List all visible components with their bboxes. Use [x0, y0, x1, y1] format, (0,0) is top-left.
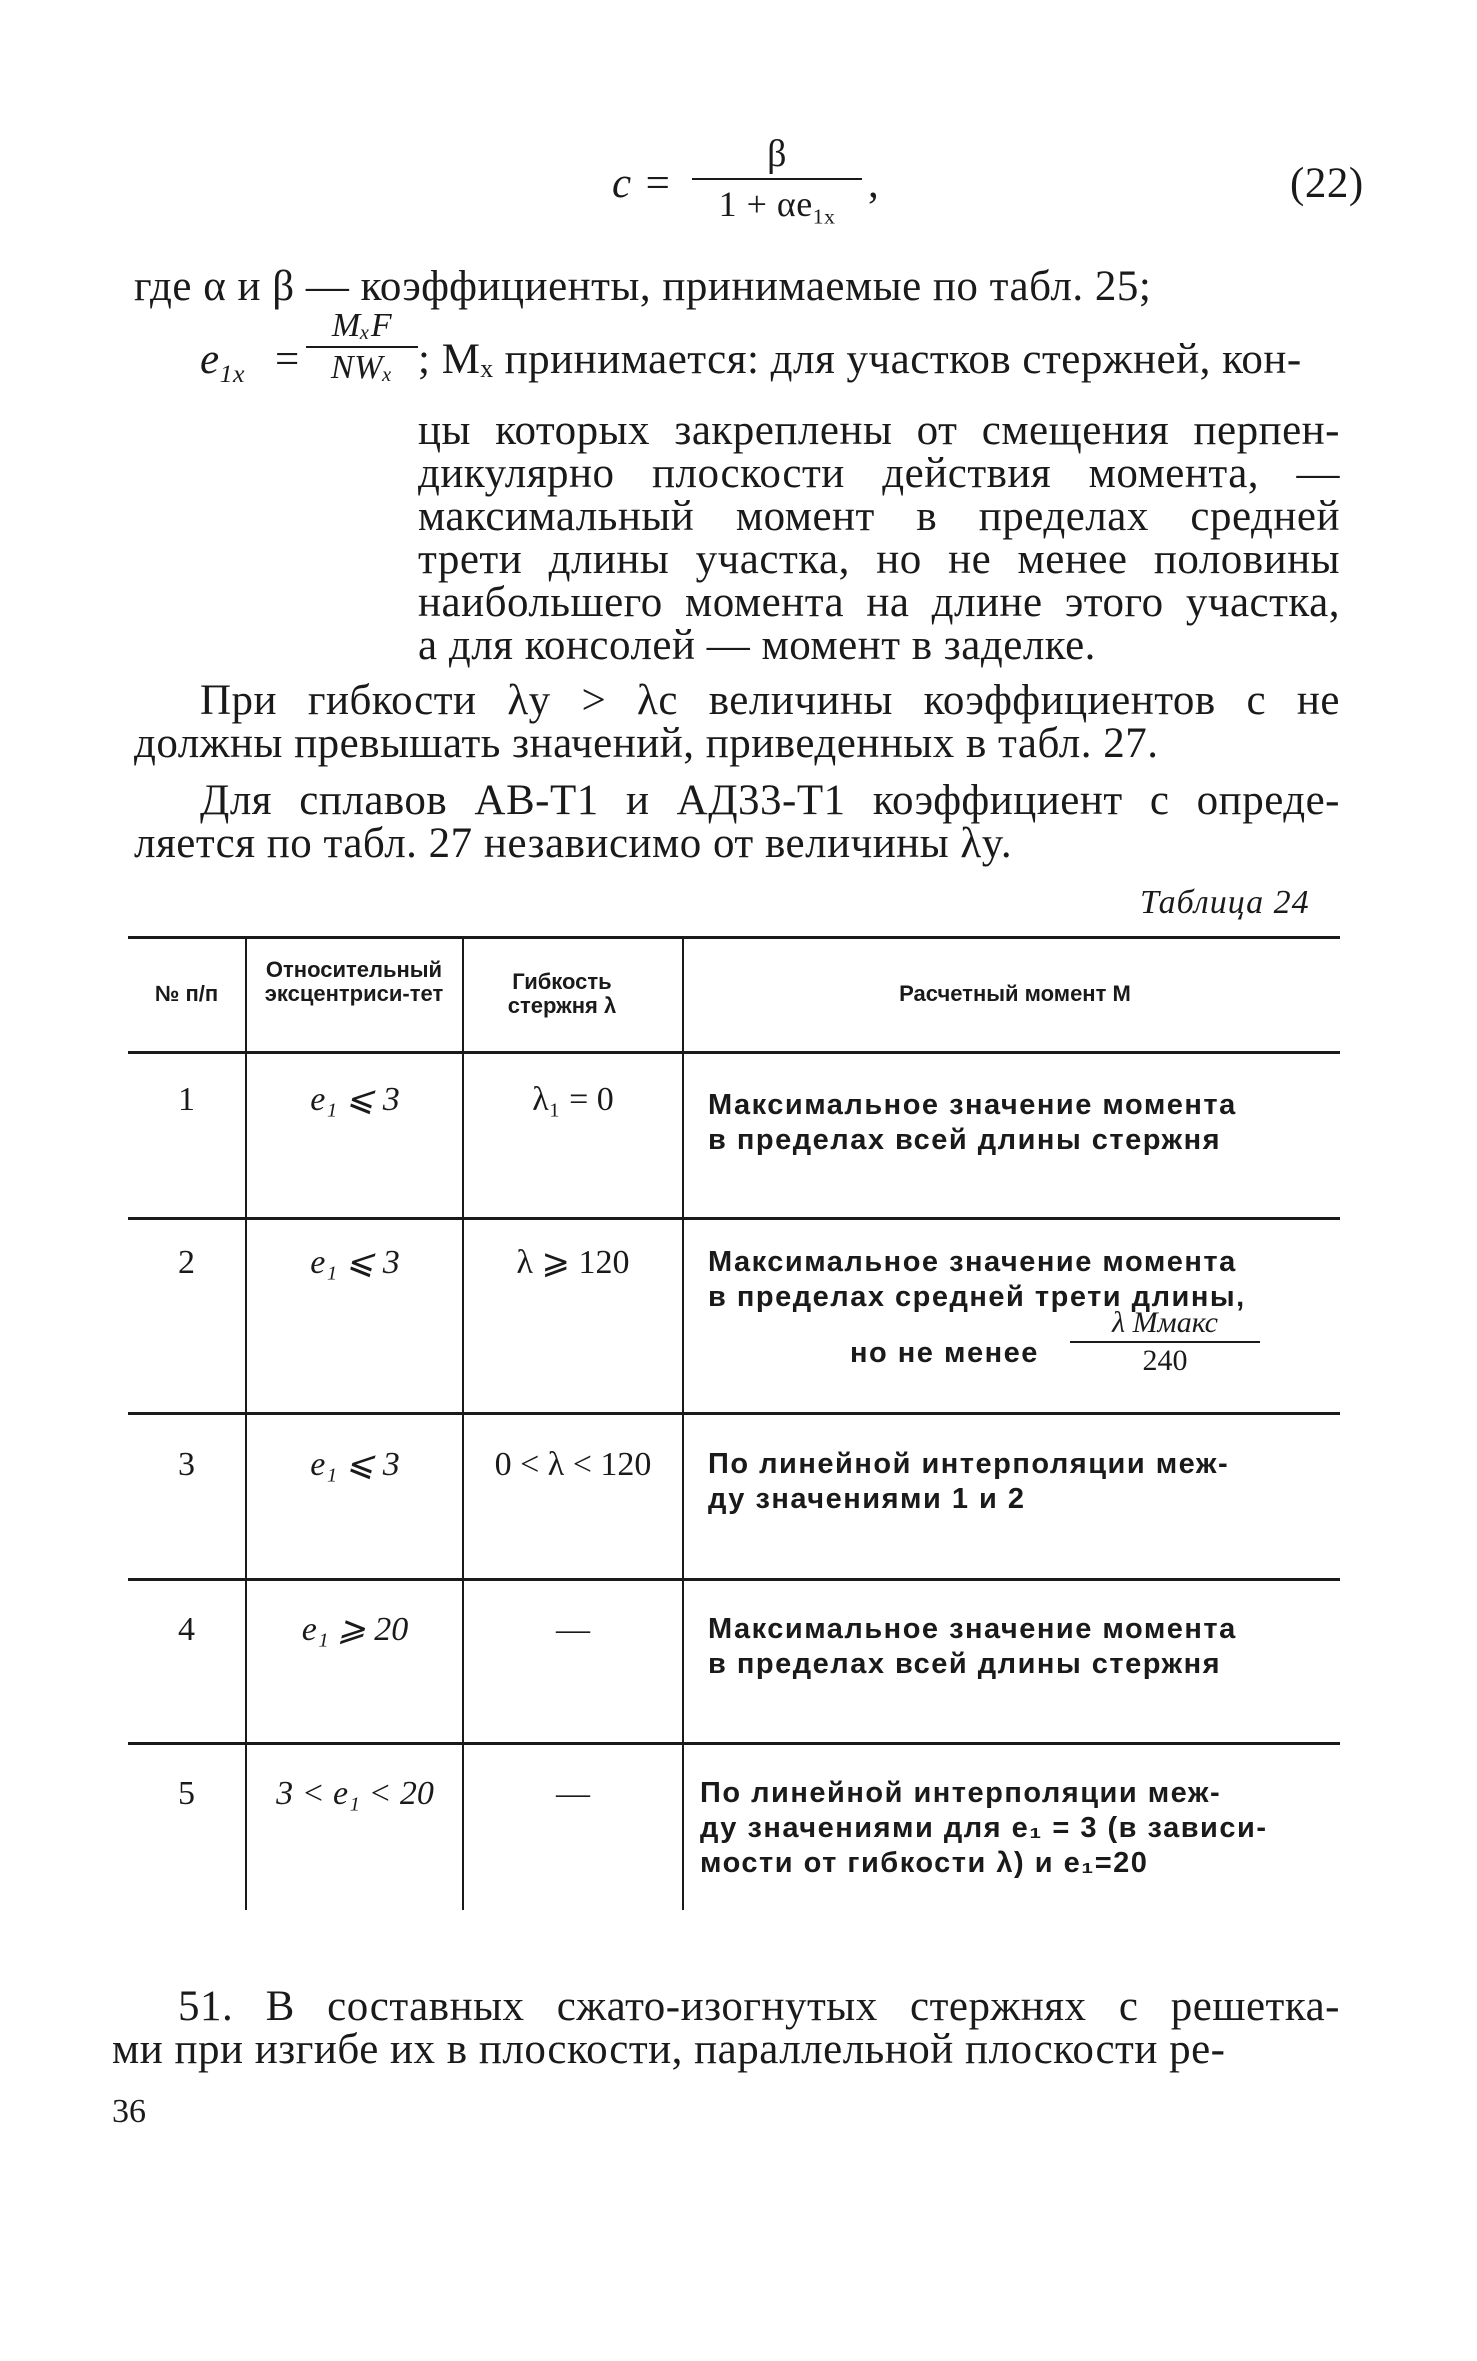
row4-ecc: e₁ ⩾ 20: [301, 1611, 409, 1648]
row5-ecc: 3 < e₁ < 20: [276, 1775, 434, 1812]
header-eccentricity: Относительный эксцентриси-тет: [264, 957, 444, 1006]
row2-flex: λ ⩾ 120: [516, 1244, 630, 1281]
row1-num: 1: [178, 1081, 195, 1118]
para2-line2: ляется по табл. 27 независимо от величины λy.: [134, 820, 1013, 867]
row5-num: 5: [178, 1775, 195, 1812]
row5-moment-line1: По линейной интерполяции меж-: [700, 1777, 1222, 1809]
indented-line-2: дикулярно плоскости действия момента, —: [418, 450, 1340, 497]
e1x-rest: ; Mₓ принимается: для участков стержней, кон-: [418, 336, 1302, 383]
formula-fraction: [692, 132, 862, 229]
row4-flex: —: [556, 1611, 590, 1648]
e1x-numerator: MₓF: [331, 307, 393, 344]
row2-num: 2: [178, 1244, 195, 1281]
row2-moment-tail: но не менее: [850, 1337, 1039, 1369]
row3-flex: 0 < λ < 120: [494, 1446, 652, 1483]
header-num: № п/п: [154, 981, 219, 1006]
col-divider-1: [245, 938, 247, 1910]
formula-denominator-text: 1 + αe: [718, 184, 813, 224]
page-number: 36: [112, 2093, 146, 2130]
indented-line-6: а для консолей — момент в заделке.: [418, 622, 1096, 669]
row5-moment-line2: ду значениями для e₁ = 3 (в зависи-: [700, 1812, 1268, 1844]
indented-line-3: максимальный момент в пределах средней: [418, 493, 1340, 540]
table-row-rule-1: [128, 1217, 1340, 1220]
formula-denominator-sub: 1x: [812, 204, 836, 229]
table-header-rule: [128, 1051, 1340, 1054]
e1x-fraction: [306, 308, 418, 386]
para1-line1: При гибкости λy > λc величины коэффициентов c не: [200, 677, 1340, 724]
where-line: где α и β — коэффициенты, принимаемые по табл. 25;: [134, 263, 1152, 310]
table-top-rule: [128, 936, 1340, 939]
formula-numerator: β: [767, 133, 787, 175]
row3-moment-line2: ду значениями 1 и 2: [708, 1483, 1026, 1515]
row2-moment-line1: Максимальное значение момента: [708, 1246, 1237, 1278]
para2-line1: Для сплавов АВ-Т1 и АД33-Т1 коэффициент c опреде-: [200, 777, 1340, 824]
header-flexibility: Гибкость стержня λ: [507, 969, 617, 1018]
formula-lhs: c =: [612, 160, 673, 207]
e1x-symbol: e: [200, 336, 220, 383]
e1x-sub: 1x: [219, 359, 245, 389]
row1-ecc: e₁ ⩽ 3: [310, 1081, 400, 1118]
row4-num: 4: [178, 1611, 195, 1648]
row2-frac-denominator: 240: [1142, 1344, 1188, 1377]
row3-num: 3: [178, 1446, 195, 1483]
row1-flex: λ₁ = 0: [532, 1081, 614, 1118]
para3-line2: ми при изгибе их в плоскости, параллельной плоскости ре-: [112, 2026, 1226, 2073]
para3-line1: 51. В составных сжато-изогнутых стержнях с решетка-: [178, 1983, 1340, 2030]
row3-ecc: e₁ ⩽ 3: [310, 1446, 400, 1483]
row2-frac-numerator: λ Mмакс: [1112, 1306, 1218, 1339]
row5-flex: —: [556, 1775, 590, 1812]
e1x-eq: =: [275, 336, 300, 383]
formula-denominator: [692, 180, 862, 229]
table-row-rule-3: [128, 1578, 1340, 1581]
row3-moment-line1: По линейной интерполяции меж-: [708, 1448, 1230, 1480]
formula-number: (22): [1290, 160, 1364, 207]
table-row-rule-4: [128, 1742, 1340, 1745]
table-title: Таблица 24: [1140, 884, 1310, 921]
e1x-denominator: NWₓ: [330, 349, 394, 386]
row1-moment-line2: в пределах всей длины стержня: [708, 1124, 1222, 1156]
row2-moment-line2: в пределах средней трети длины,: [708, 1281, 1246, 1313]
row2-moment-fraction: [1070, 1307, 1260, 1377]
row5-moment-line3: мости от гибкости λ) и e₁=20: [700, 1847, 1149, 1879]
row4-moment-line1: Максимальное значение момента: [708, 1613, 1237, 1645]
row4-moment-line2: в пределах всей длины стержня: [708, 1648, 1222, 1680]
col-divider-3: [682, 938, 684, 1910]
header-moment: Расчетный момент M: [899, 981, 1131, 1006]
formula-comma: ,: [868, 160, 880, 207]
row2-ecc: e₁ ⩽ 3: [310, 1244, 400, 1281]
row1-moment-line1: Максимальное значение момента: [708, 1089, 1237, 1121]
e1x-lhs: [200, 336, 245, 389]
table-row-rule-2: [128, 1412, 1340, 1415]
indented-line-1: цы которых закреплены от смещения перпен-: [418, 407, 1340, 454]
indented-line-5: наибольшего момента на длине этого участка,: [418, 579, 1340, 626]
indented-line-4: трети длины участка, но не менее половины: [418, 536, 1340, 583]
para1-line2: должны превышать значений, приведенных в табл. 27.: [134, 720, 1159, 767]
